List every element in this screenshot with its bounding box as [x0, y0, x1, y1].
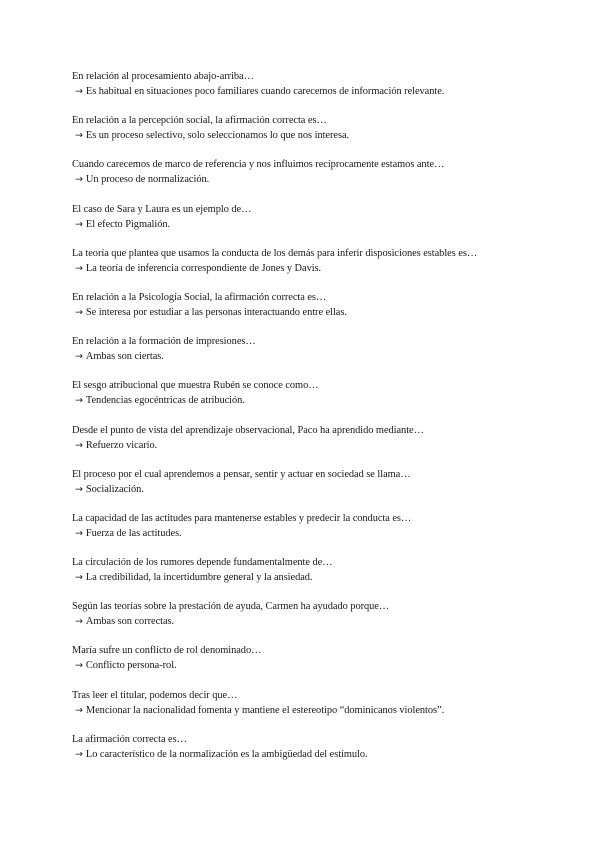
right-arrow-icon: →: [75, 218, 83, 230]
answer-line: [72, 172, 572, 187]
answer-text: Lo característico de la normalización es la ambigüedad del estímulo.: [85, 748, 368, 760]
right-arrow-icon: →: [75, 483, 83, 495]
qa-item: [72, 246, 572, 290]
qa-item: [72, 157, 572, 201]
answer-text: Un proceso de normalización.: [85, 174, 210, 186]
answer-text: Es un proceso selectivo, solo seleccionamos lo que nos interesa.: [85, 130, 350, 142]
answer-line: [72, 526, 572, 541]
answer-text: Conflicto persona-rol.: [85, 660, 177, 672]
right-arrow-icon: →: [75, 395, 83, 407]
question-text: En relación a la formación de impresiones…: [72, 336, 256, 348]
answer-line: [72, 658, 572, 673]
question-text: Desde el punto de vista del aprendizaje observacional, Paco ha aprendido mediante…: [72, 424, 424, 436]
answer-text: Tendencias egocéntricas de atribución.: [85, 395, 245, 407]
qa-item: [72, 202, 572, 246]
answer-text: Se interesa por estudiar a las personas interactuando entre ellas.: [85, 306, 347, 318]
question-text: Según las teorías sobre la prestación de ayuda, Carmen ha ayudado porque…: [72, 601, 390, 613]
answer-line: [72, 217, 572, 232]
answer-line: [72, 393, 572, 408]
answer-line: [72, 482, 572, 497]
answer-text: La teoría de inferencia correspondiente de Jones y Davis.: [85, 262, 322, 274]
qa-item: [72, 599, 572, 643]
right-arrow-icon: →: [75, 306, 83, 318]
question-text: La capacidad de las actitudes para mantenerse estables y predecir la conducta es…: [72, 512, 412, 524]
qa-item: [72, 290, 572, 334]
right-arrow-icon: →: [75, 616, 83, 628]
answer-text: Socialización.: [85, 483, 144, 495]
qa-item: [72, 511, 572, 555]
right-arrow-icon: →: [75, 174, 83, 186]
question-text: Cuando carecemos de marco de referencia y nos influimos recíprocamente estamos ante…: [72, 159, 445, 171]
question-text: María sufre un conflicto de rol denominado…: [72, 645, 262, 657]
answer-line: [72, 128, 572, 143]
right-arrow-icon: →: [75, 130, 83, 142]
question-text: El caso de Sara y Laura es un ejemplo de…: [72, 203, 252, 215]
answer-text: El efecto Pigmalión.: [85, 218, 171, 230]
answer-line: [72, 84, 572, 99]
right-arrow-icon: →: [75, 86, 83, 97]
right-arrow-icon: →: [75, 527, 83, 539]
question-text: El proceso por el cual aprendemos a pensar, sentir y actuar en sociedad se llama…: [72, 468, 411, 480]
answer-text: Ambas son correctas.: [85, 616, 175, 628]
answer-line: [72, 703, 572, 718]
qa-list: [72, 69, 572, 776]
right-arrow-icon: →: [75, 439, 83, 451]
answer-text: Ambas son ciertas.: [85, 351, 164, 363]
right-arrow-icon: →: [75, 572, 83, 584]
right-arrow-icon: →: [75, 748, 83, 760]
qa-item: [72, 378, 572, 422]
answer-line: [72, 261, 572, 276]
qa-item: [72, 467, 572, 511]
qa-item: [72, 334, 572, 378]
answer-line: [72, 305, 572, 320]
question-text: En relación al procesamiento abajo-arriba…: [72, 71, 254, 82]
right-arrow-icon: →: [75, 262, 83, 274]
answer-line: [72, 349, 572, 364]
qa-item: [72, 69, 572, 113]
right-arrow-icon: →: [75, 660, 83, 672]
answer-text: Fuerza de las actitudes.: [85, 527, 182, 539]
qa-item: [72, 113, 572, 157]
right-arrow-icon: →: [75, 704, 83, 716]
answer-line: [72, 614, 572, 629]
answer-text: Refuerzo vicario.: [85, 439, 158, 451]
question-text: La teoría que plantea que usamos la conducta de los demás para inferir disposiciones estables es…: [72, 247, 478, 259]
answer-text: La credibilidad, la incertidumbre general y la ansiedad.: [85, 572, 313, 584]
qa-item: [72, 555, 572, 599]
qa-item: [72, 423, 572, 467]
question-text: La afirmación correcta es…: [72, 733, 187, 745]
question-text: Tras leer el titular, podemos decir que…: [72, 689, 238, 701]
qa-item: [72, 643, 572, 687]
answer-line: [72, 747, 572, 762]
answer-line: [72, 570, 572, 585]
question-text: La circulación de los rumores depende fundamentalmente de…: [72, 557, 333, 569]
answer-text: Mencionar la nacionalidad fomenta y mantiene el estereotipo “dominicanos violentos”.: [85, 704, 445, 716]
right-arrow-icon: →: [75, 351, 83, 363]
question-text: En relación a la percepción social, la afirmación correcta es…: [72, 115, 327, 127]
qa-item: [72, 732, 572, 776]
qa-item: [72, 688, 572, 732]
answer-line: [72, 438, 572, 453]
question-text: En relación a la Psicología Social, la afirmación correcta es…: [72, 291, 327, 303]
answer-text: Es habitual en situaciones poco familiares cuando carecemos de información relevante.: [85, 86, 445, 97]
question-text: El sesgo atribucional que muestra Rubén se conoce como…: [72, 380, 319, 392]
